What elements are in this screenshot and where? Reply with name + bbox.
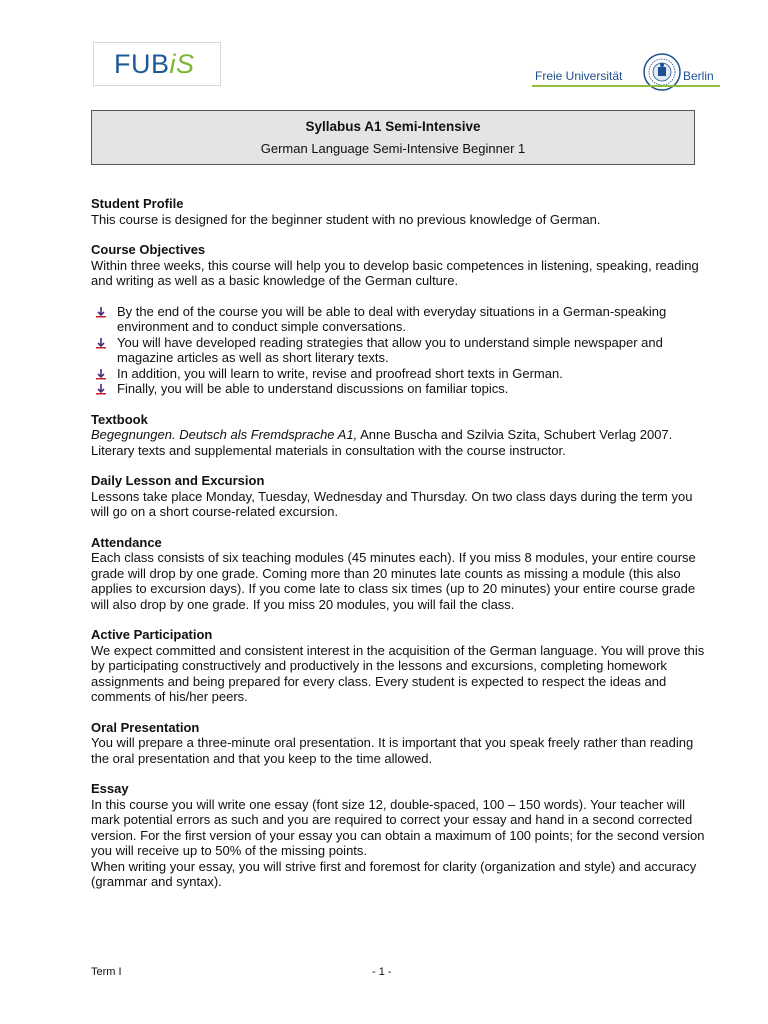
list-item: You will have developed reading strategies that allow you to understand simple newspaper and magazine articles as well as short literary texts. xyxy=(91,335,711,366)
section-text: When writing your essay, you will strive first and foremost for clarity (organization and style) and accuracy (grammar and syntax). xyxy=(91,858,697,889)
fu-logo-word2: Berlin xyxy=(683,69,714,83)
section-active-participation xyxy=(91,627,711,705)
list-item: By the end of the course you will be able to deal with everyday situations in a German-speaking environment and to conduct simple conversations. xyxy=(91,304,711,335)
section-text: We expect committed and consistent interest in the acquisition of the German language. You will prove this by participating constructively and productively in the lessons and excursions, completing homework assignments and being prepared for every class. Every student is expected to respect the ideas and comments of his/her peers. xyxy=(91,642,705,704)
section-text: This course is designed for the beginner student with no previous knowledge of German. xyxy=(91,211,601,227)
fubis-logo-part1: FUB xyxy=(114,49,170,79)
section-course-objectives xyxy=(91,242,711,397)
fu-logo-word1: Freie Universität xyxy=(535,69,623,83)
section-text: You will prepare a three-minute oral presentation. It is important that you speak freely rather than reading the oral presentation and that you keep to the time allowed. xyxy=(91,735,694,766)
document-body xyxy=(91,196,711,905)
fu-berlin-logo xyxy=(532,52,720,92)
section-daily-lesson xyxy=(91,473,711,520)
section-heading: Course Objectives xyxy=(91,242,206,257)
section-text: Each class consists of six teaching modules (45 minutes each). If you miss 8 modules, your entire course grade will drop by one grade. Coming more than 20 minutes late counts as missing a module (this also applies to excursion days). If you come late to class six times (up to 20 minutes) your entire course grade will also drop by one grade. If you miss 20 modules, you will fail the class. xyxy=(91,550,696,612)
objectives-list xyxy=(91,304,711,397)
fubis-logo xyxy=(93,42,221,86)
section-heading: Textbook xyxy=(91,411,148,427)
section-heading: Oral Presentation xyxy=(91,719,200,735)
title-box xyxy=(91,110,695,165)
fubis-logo-part2: iS xyxy=(169,49,195,79)
section-text: Literary texts and supplemental materials in consultation with the course instructor. xyxy=(91,442,566,458)
textbook-title: Begegnungen. Deutsch als Fremdsprache A1, xyxy=(91,427,358,442)
arrow-bullet-icon xyxy=(95,383,107,395)
textbook-authors: Anne Buscha and Szilvia Szita, Schubert Verlag 2007. xyxy=(357,427,673,442)
section-essay xyxy=(91,781,711,890)
textbook-citation xyxy=(91,427,711,443)
arrow-bullet-icon xyxy=(95,337,107,349)
arrow-bullet-icon xyxy=(95,306,107,318)
section-text: In this course you will write one essay (font size 12, double-spaced, 100 – 150 words). Your teacher will mark potential errors as such and you are required to correct your essay and hand in a second corrected version. For the first version of your essay you can obtain a maximum of 100 points; for the second version you will receive up to 50% of the missing points. xyxy=(91,796,705,858)
section-text: Lessons take place Monday, Tuesday, Wednesday and Thursday. On two class days during the term you will go on a short course-related excursion. xyxy=(91,488,693,519)
section-heading: Essay xyxy=(91,781,129,796)
list-item: Finally, you will be able to understand discussions on familiar topics. xyxy=(91,381,711,397)
section-heading: Daily Lesson and Excursion xyxy=(91,473,265,488)
section-textbook xyxy=(91,412,711,459)
section-attendance xyxy=(91,535,711,613)
page-title: Syllabus A1 Semi-Intensive xyxy=(305,119,481,134)
footer-term: Term I xyxy=(91,966,122,978)
list-item: In addition, you will learn to write, revise and proofread short texts in German. xyxy=(91,366,711,382)
page-number: - 1 - xyxy=(372,966,392,978)
logo-underline xyxy=(532,85,720,87)
arrow-bullet-icon xyxy=(95,368,107,380)
section-text: Within three weeks, this course will help you to develop basic competences in listening, speaking, reading and writing as well as a basic knowledge of the German culture. xyxy=(91,257,699,288)
section-heading: Active Participation xyxy=(91,627,213,642)
section-oral-presentation xyxy=(91,720,711,767)
section-heading: Student Profile xyxy=(91,196,184,211)
section-heading: Attendance xyxy=(91,534,162,550)
section-student-profile xyxy=(91,196,711,227)
page-subtitle: German Language Semi-Intensive Beginner 1 xyxy=(260,141,526,156)
